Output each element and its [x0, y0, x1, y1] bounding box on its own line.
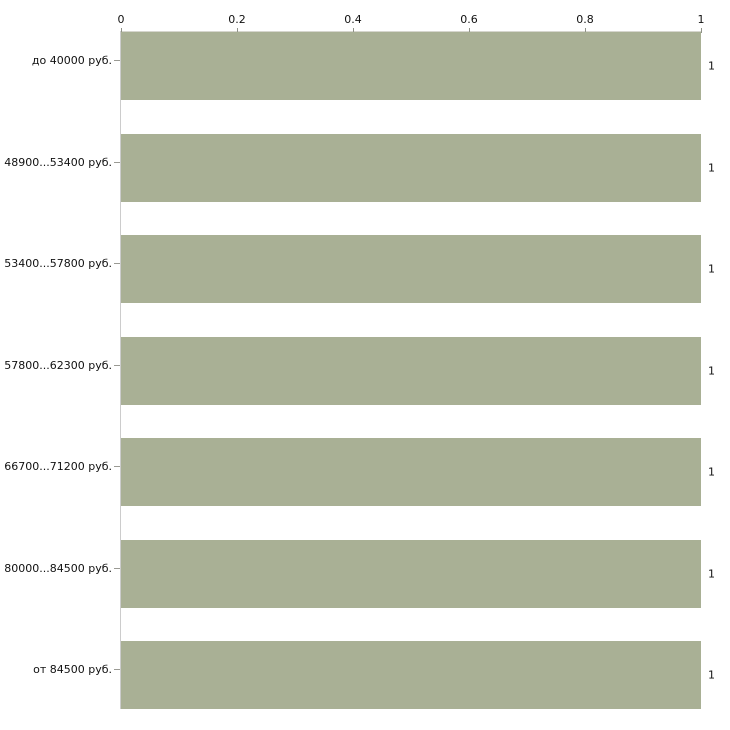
- x-axis-tick-label: 0.6: [460, 13, 478, 26]
- bar-value-label: 1: [708, 567, 715, 580]
- bar-row: [121, 32, 715, 100]
- bar: [121, 32, 701, 100]
- bar: [121, 337, 701, 405]
- bar-row: [121, 540, 715, 608]
- x-axis-tick-label: 0.2: [228, 13, 246, 26]
- category-label: 57800...62300 руб.: [4, 358, 112, 372]
- x-axis-tick-label: 1: [697, 13, 705, 26]
- bar-row: [121, 438, 715, 506]
- bar-row: [121, 235, 715, 303]
- bar-value-label: 1: [708, 364, 715, 377]
- x-axis-tick-label: 0: [117, 13, 125, 26]
- bar-value-label: 1: [708, 262, 715, 276]
- bar-value-label: 1: [708, 668, 715, 682]
- bar-row: [121, 134, 715, 202]
- x-axis-tick: [701, 28, 702, 33]
- plot-area: [117, 13, 715, 709]
- category-label: 53400...57800 руб.: [4, 257, 112, 270]
- category-label: 80000...84500 руб.: [4, 561, 112, 575]
- bar-row: [121, 337, 715, 405]
- category-label: до 40000 руб.: [31, 54, 112, 67]
- bar-value-label: 1: [708, 161, 715, 174]
- x-axis-tick-label: 0.4: [344, 13, 362, 26]
- bar: [121, 438, 701, 506]
- category-label: от 84500 руб.: [33, 663, 112, 676]
- bar: [121, 134, 701, 202]
- bar: [121, 641, 701, 709]
- category-label: 66700...71200 руб.: [4, 460, 112, 473]
- x-axis-tick-label: 0.8: [576, 13, 594, 26]
- bar: [121, 540, 701, 608]
- bar-row: [121, 641, 715, 709]
- bar-value-label: 1: [708, 465, 715, 479]
- bar: [121, 235, 701, 303]
- category-label: 48900...53400 руб.: [4, 155, 112, 169]
- bar-value-label: 1: [708, 59, 715, 73]
